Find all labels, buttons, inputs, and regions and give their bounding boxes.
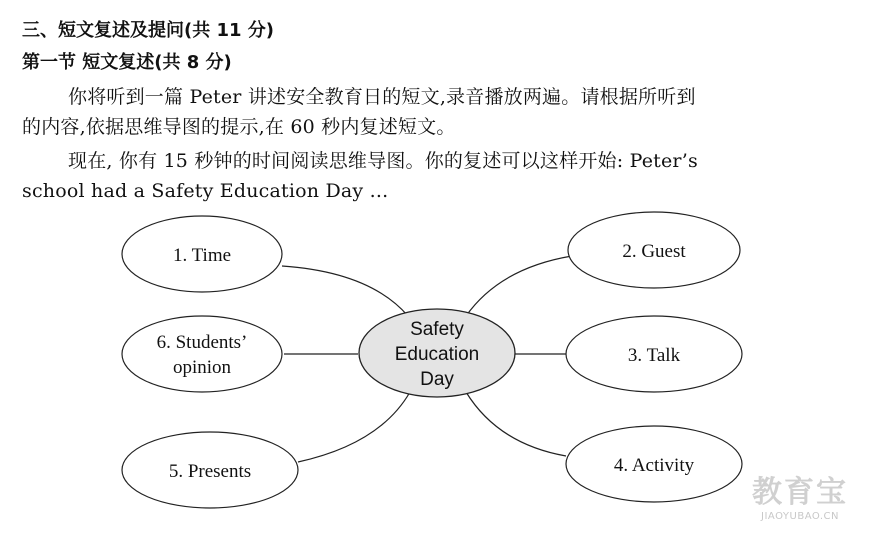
watermark-logo [752,467,848,522]
node-guest-label: 2. Guest [622,241,686,262]
connector-time [282,266,408,316]
instruction-p1-line1: 你将听到一篇 Peter 讲述安全教育日的短文,录音播放两遍。请根据所听到 [68,86,696,108]
node-opinion-label-1: 6. Students’ [156,332,248,353]
node-opinion-label-2: opinion [172,357,232,378]
node-activity-label: 4. Activity [613,455,695,476]
center-label-1: Safety [410,319,464,340]
watermark-logo-text: 教育宝 [752,475,848,510]
watermark-domain: JIAOYUBAO.CN [761,511,839,522]
connector-activity [466,392,566,456]
connector-guest [466,256,572,316]
node-time-label: 1. Time [172,245,232,266]
center-label-3: Day [420,369,454,390]
node-opinion [122,316,282,392]
section-heading: 三、短文复述及提问(共 11 分) [22,20,275,41]
connector-presents [298,392,410,462]
node-presents-label: 5. Presents [168,461,252,482]
node-talk-label: 3. Talk [627,345,681,366]
instruction-p1-line2: 的内容,依据思维导图的提示,在 60 秒内复述短文。 [22,116,456,138]
instruction-p2-line1: 现在, 你有 15 秒钟的时间阅读思维导图。你的复述可以这样开始: Peter’s [68,150,698,172]
instruction-p2-line2: school had a Safety Education Day ... [22,180,389,202]
section-subheading: 第一节 短文复述(共 8 分) [22,52,232,73]
center-label-2: Education [394,344,480,365]
